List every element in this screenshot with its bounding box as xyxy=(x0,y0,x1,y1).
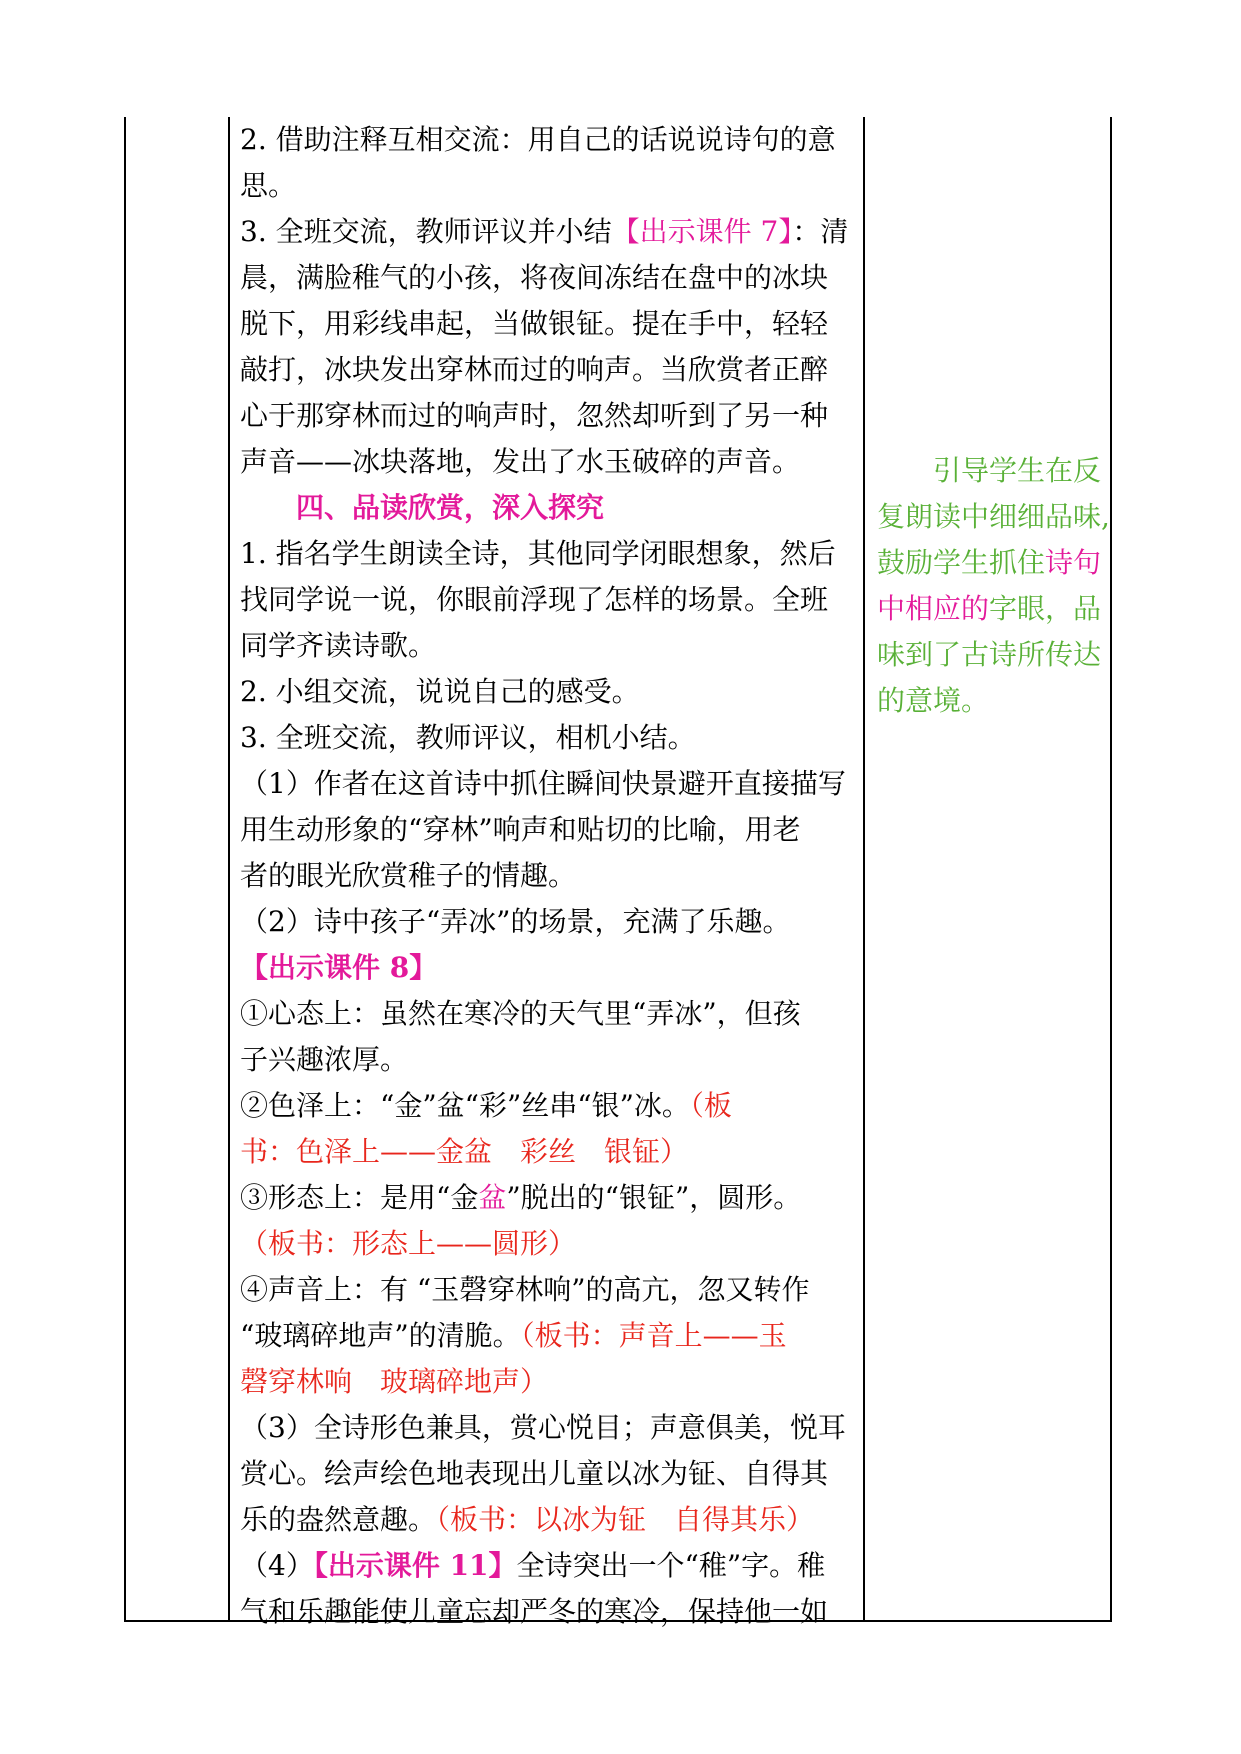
note-line: 复朗读中细细品味, xyxy=(877,500,1110,533)
text-line: 子兴趣浓厚。 xyxy=(240,1043,409,1076)
note-line: 味到了古诗所传达 xyxy=(877,638,1102,671)
text-line: 1. 指名学生朗读全诗，其他同学闭眼想象，然后 xyxy=(240,537,836,570)
text-span: 中相应的 xyxy=(877,592,990,625)
text-line xyxy=(240,1313,868,1359)
text-line: 找同学说一说，你眼前浮现了怎样的场景。全班 xyxy=(240,583,829,616)
text-line: 2. 借助注释互相交流：用自己的话说说诗句的意 xyxy=(240,123,836,156)
text-span: 诗句 xyxy=(1045,546,1102,579)
text-line xyxy=(240,1497,868,1543)
text-line xyxy=(240,1175,868,1221)
text-line: （1）作者在这首诗中抓住瞬间快景避开直接描写 xyxy=(240,767,846,800)
text-line: 赏心。绘声绘色地表现出儿童以冰为钲、自得其 xyxy=(240,1457,829,1490)
text-line: 者的眼光欣赏稚子的情趣。 xyxy=(240,859,577,892)
text-span: 3. 全班交流，教师评议并小结 xyxy=(240,215,612,248)
table-border-left xyxy=(124,117,126,1621)
blackboard-note: （板书：声音上——玉 xyxy=(520,1319,787,1352)
courseware-tag: 【出示课件 11】 xyxy=(313,1549,517,1582)
text-line: 思。 xyxy=(240,169,297,202)
note-line: 引导学生在反 xyxy=(933,454,1102,487)
text-line: ①心态上：虽然在寒冷的天气里“弄冰”，但孩 xyxy=(240,997,801,1030)
table-border-col1 xyxy=(228,117,230,1621)
table-border-right xyxy=(1110,117,1112,1621)
text-line xyxy=(240,1543,868,1589)
text-line: 敲打，冰块发出穿林而过的响声。当欣赏者正醉 xyxy=(240,353,829,386)
courseware-tag: 【出示课件 7】 xyxy=(611,215,793,248)
blackboard-note: （板书：以冰为钲 自得其乐） xyxy=(436,1503,815,1536)
text-line: 脱下，用彩线串起，当做银钲。提在手中，轻轻 xyxy=(240,307,829,340)
text-span: ”脱出的“银钲”，圆形。 xyxy=(506,1181,802,1214)
text-line: （3）全诗形色兼具，赏心悦目；声意俱美，悦耳 xyxy=(240,1411,846,1444)
text-span: ②色泽上：“金”盆“彩”丝串“银”冰。 xyxy=(240,1089,690,1122)
text-span: ③形态上：是用“金 xyxy=(240,1181,479,1214)
text-line xyxy=(240,1083,868,1129)
text-span: 乐的盎然意趣。 xyxy=(240,1503,437,1536)
blackboard-note: （板 xyxy=(689,1089,732,1122)
blackboard-note: 磬穿林响 玻璃碎地声） xyxy=(240,1365,549,1398)
text-line xyxy=(240,209,868,255)
text-span: 盆 xyxy=(478,1181,507,1214)
text-span: “玻璃碎地声”的清脆。 xyxy=(240,1319,521,1352)
blackboard-note: （板书：形态上——圆形） xyxy=(240,1227,577,1260)
text-line: （2）诗中孩子“弄冰”的场景，充满了乐趣。 xyxy=(240,905,791,938)
blackboard-note: 书：色泽上——金盆 彩丝 银钲） xyxy=(240,1135,689,1168)
text-line: 声音——冰块落地，发出了水玉破碎的声音。 xyxy=(240,445,801,478)
text-line: ④声音上：有 “玉磬穿林响”的高亢，忽又转作 xyxy=(240,1273,810,1306)
text-line: 3. 全班交流，教师评议，相机小结。 xyxy=(240,721,696,754)
text-line: 用生动形象的“穿林”响声和贴切的比喻，用老 xyxy=(240,813,801,846)
text-span: 字眼，品 xyxy=(989,592,1102,625)
text-span: 全诗突出一个“稚”字。稚 xyxy=(516,1549,826,1582)
text-line: 心于那穿林而过的响声时，忽然却听到了另一种 xyxy=(240,399,829,432)
note-line: 的意境。 xyxy=(877,684,990,717)
courseware-tag: 【出示课件 8】 xyxy=(240,951,438,984)
note-line xyxy=(877,540,1107,586)
text-line: 晨，满脸稚气的小孩，将夜间冻结在盘中的冰块 xyxy=(240,261,829,294)
text-line: 气和乐趣能使儿童忘却严冬的寒冷，保持他一如 xyxy=(240,1595,829,1628)
text-span: 鼓励学生抓住 xyxy=(877,546,1046,579)
design-intent-cell xyxy=(877,448,1110,724)
lesson-content-cell xyxy=(240,117,868,1635)
text-line: 同学齐读诗歌。 xyxy=(240,629,437,662)
text-span: （4） xyxy=(240,1549,314,1582)
text-line: 2. 小组交流，说说自己的感受。 xyxy=(240,675,640,708)
note-line xyxy=(877,586,1107,632)
section-heading: 四、品读欣赏，深入探究 xyxy=(296,491,605,524)
text-span: ：清 xyxy=(792,215,849,248)
